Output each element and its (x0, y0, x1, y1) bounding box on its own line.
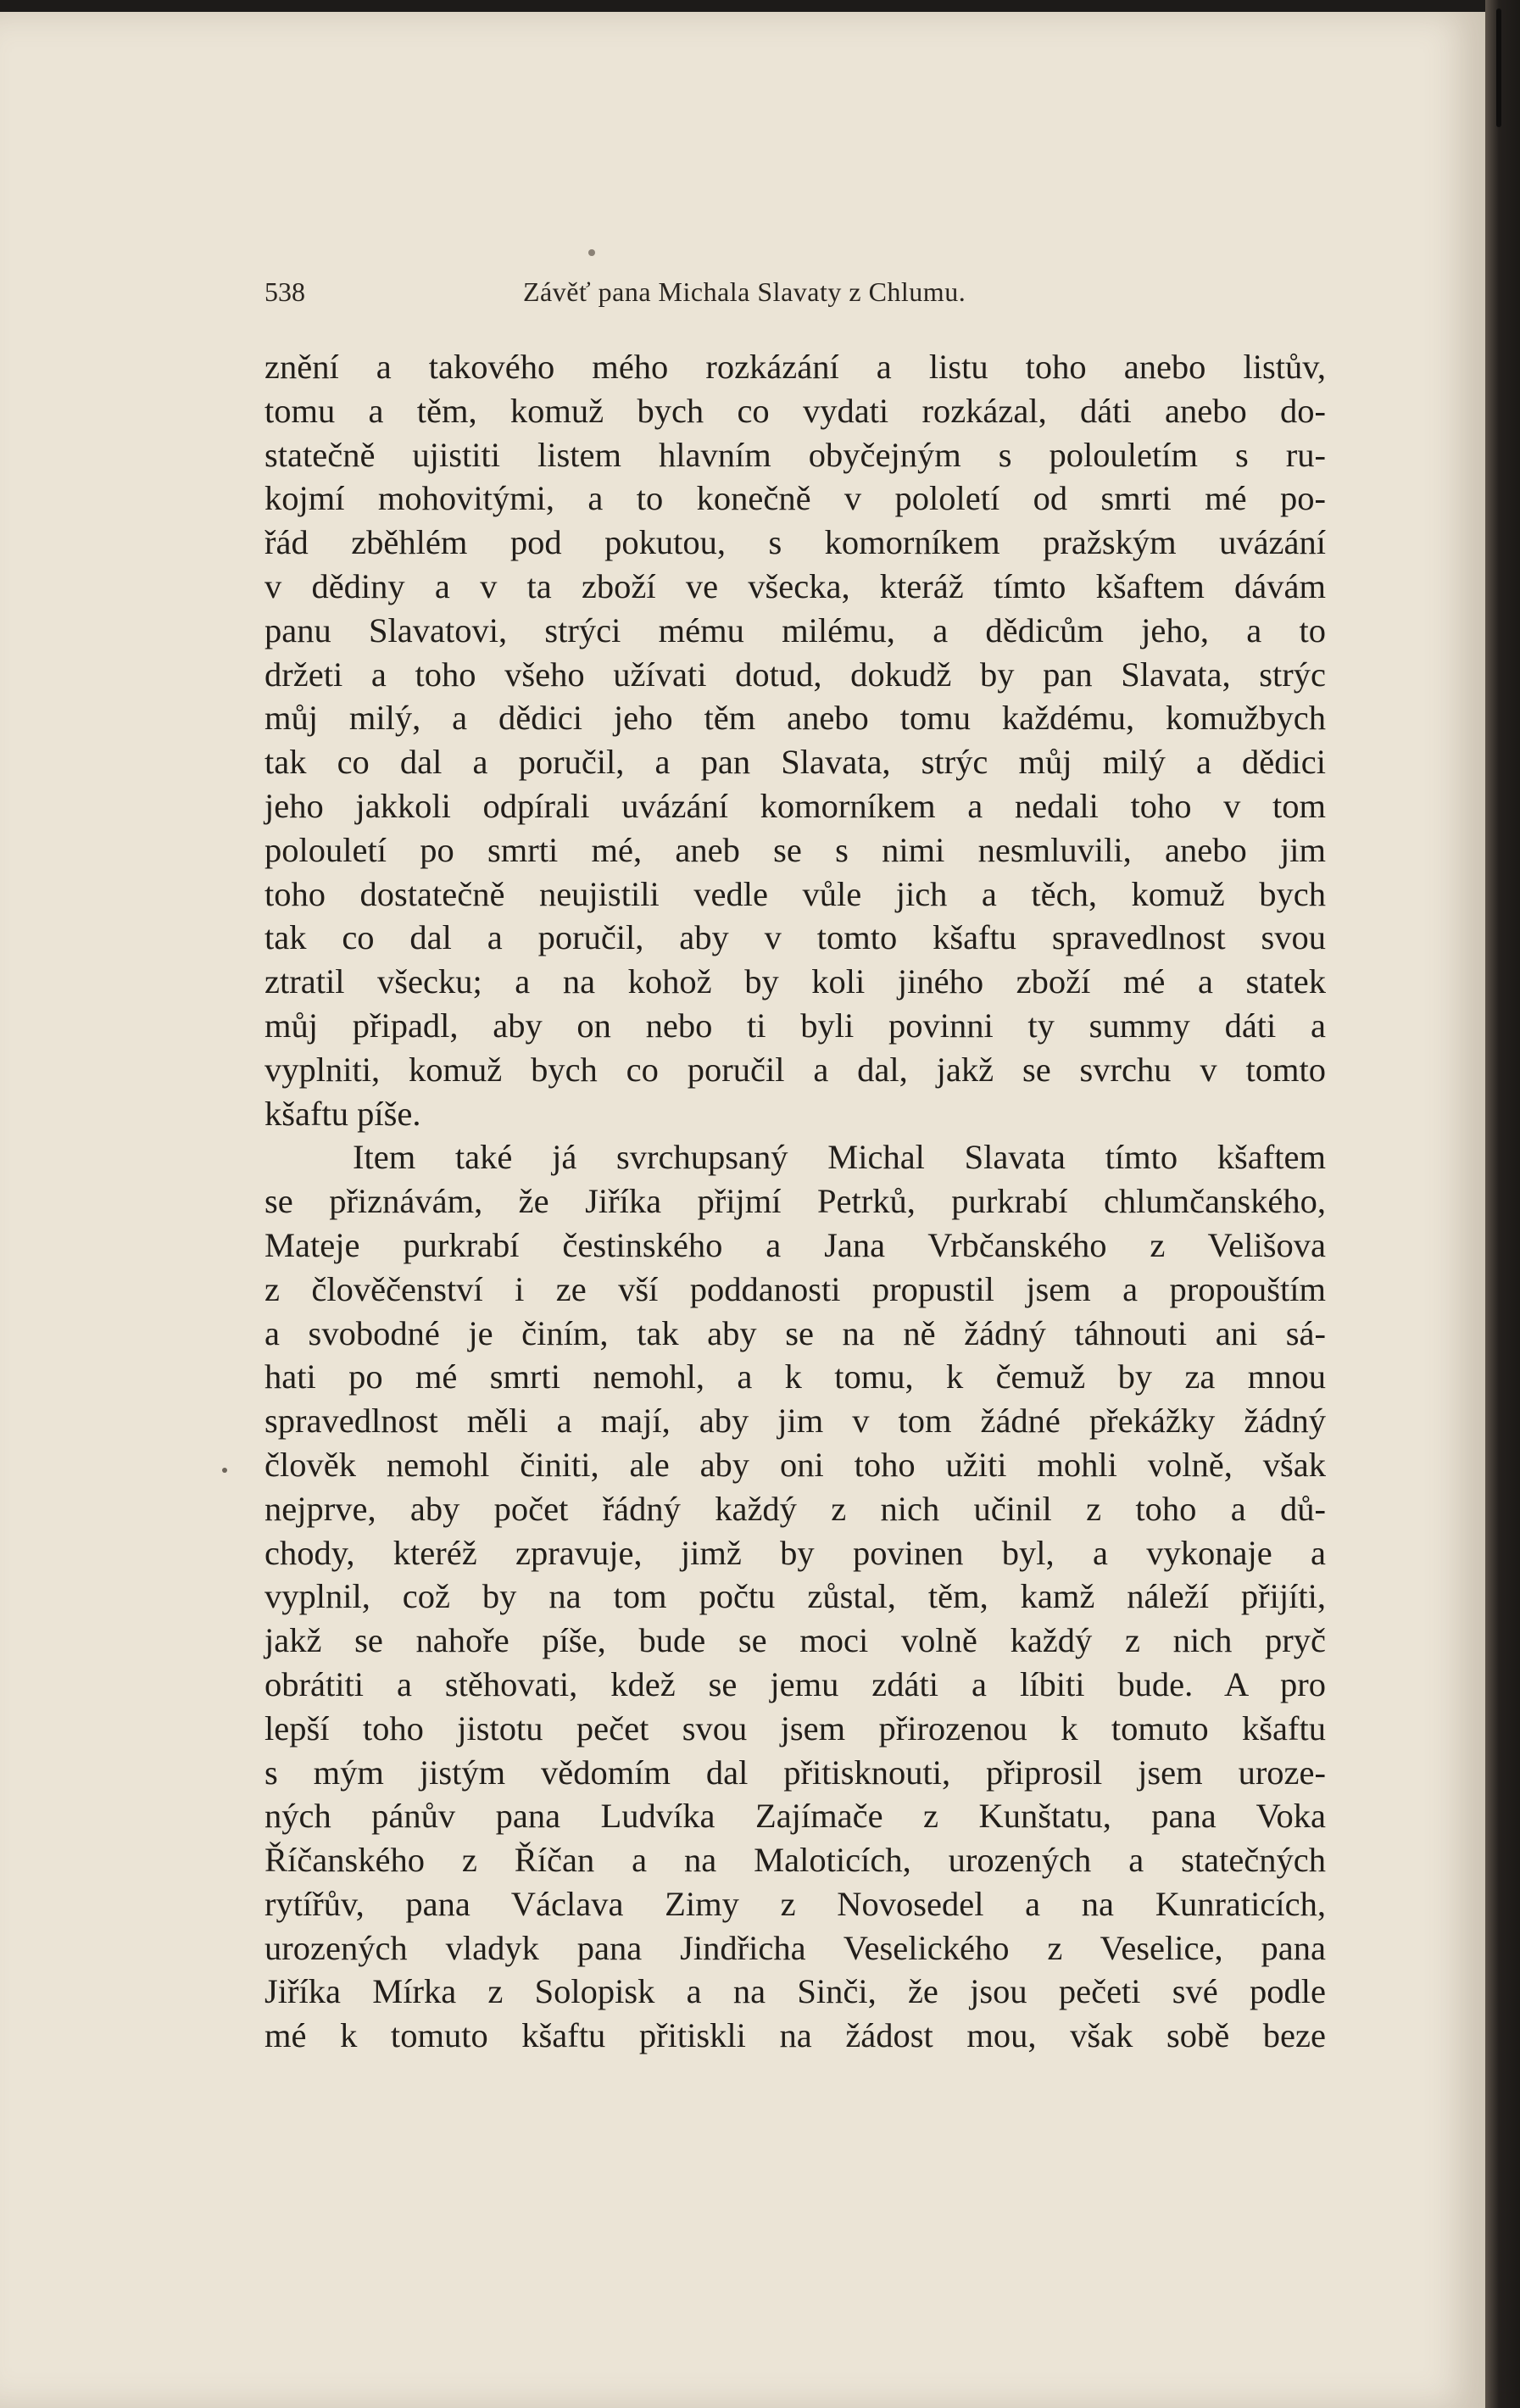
text-line: statečně ujistiti listem hlavním obyčejným s polouletím s ru- (264, 435, 1326, 474)
margin-speck (222, 1468, 227, 1473)
text-line: mé k tomuto kšaftu přitiskli na žádost mou, však sobě beze (264, 2016, 1326, 2055)
text-line: z člověčenství i ze vší poddanosti propustil jsem a propouštím (264, 1269, 1326, 1308)
running-header (264, 276, 1384, 314)
text-line: tak co dal a poručil, a pan Slavata, strýc můj milý a dědici (264, 743, 1326, 782)
text-line: hati po mé smrti nemohl, a k tomu, k čemuž by za mnou (264, 1357, 1326, 1396)
page-number: 538 (264, 276, 305, 307)
text-line: panu Slavatovi, strýci mému milému, a dědicům jeho, a to (264, 610, 1326, 649)
text-line: držeti a toho všeho užívati dotud, dokudž by pan Slavata, strýc (264, 655, 1326, 694)
text-line: tak co dal a poručil, aby v tomto kšaftu spravedlnost svou (264, 918, 1326, 957)
body-text (264, 345, 1326, 2058)
text-line: jeho jakkoli odpírali uvázání komorníkem a nedali toho v tom (264, 786, 1326, 825)
text-line: s mým jistým vědomím dal přitisknouti, připrosil jsem uroze- (264, 1753, 1326, 1792)
text-line: můj připadl, aby on nebo ti byli povinni ty summy dáti a (264, 1006, 1326, 1045)
text-line: Říčanského z Říčan a na Maloticích, urozených a statečných (264, 1841, 1326, 1880)
text-line: spravedlnost měli a mají, aby jim v tom žádné překážky žádný (264, 1402, 1326, 1441)
text-line: můj milý, a dědici jeho těm anebo tomu každému, komužbych (264, 699, 1326, 738)
ink-speck (588, 249, 595, 256)
text-line: vyplniti, komuž bych co poručil a dal, jakž se svrchu v tomto (264, 1050, 1326, 1089)
text-line: kojmí mohovitými, a to konečně v pololetí od smrti mé po- (264, 479, 1326, 518)
text-line: vyplnil, což by na tom počtu zůstal, těm, kamž náleží přijíti, (264, 1577, 1326, 1616)
text-line: znění a takového mého rozkázání a listu toho anebo listův, (264, 348, 1326, 386)
text-line: nejprve, aby počet řádný každý z nich učinil z toho a dů- (264, 1489, 1326, 1528)
running-title: Závěť pana Michala Slavaty z Chlumu. (523, 276, 966, 307)
text-line: Jiříka Mírka z Solopisk a na Sinči, že jsou pečeti své podle (264, 1972, 1326, 2011)
spine-mark (1496, 8, 1501, 127)
text-line: člověk nemohl činiti, ale aby oni toho užiti mohli volně, však (264, 1445, 1326, 1484)
text-line: se přiznávám, že Jiříka přijmí Petrků, purkrabí chlumčanského, (264, 1182, 1326, 1221)
text-line: polouletí po smrti mé, aneb se s nimi nesmluvili, anebo jim (264, 830, 1326, 869)
text-line: kšaftu píše. (264, 1094, 421, 1133)
text-line: Mateje purkrabí čestinského a Jana Vrbčanského z Velišova (264, 1225, 1326, 1264)
text-line: řád zběhlém pod pokutou, s komorníkem pražským uvázání (264, 523, 1326, 562)
text-line: toho dostatečně neujistili vedle vůle jich a těch, komuž bych (264, 874, 1326, 913)
text-line: chody, kteréž zpravuje, jimž by povinen byl, a vykonaje a (264, 1533, 1326, 1572)
text-line: tomu a těm, komuž bych co vydati rozkázal, dáti anebo do- (264, 391, 1326, 430)
text-line: jakž se nahoře píše, bude se moci volně každý z nich pryč (264, 1621, 1326, 1660)
book-gutter (1485, 0, 1520, 2408)
text-line: v dědiny a v ta zboží ve všecka, kteráž tímto kšaftem dávám (264, 566, 1326, 605)
text-line: lepší toho jistotu pečet svou jsem přirozenou k tomuto kšaftu (264, 1708, 1326, 1747)
text-line: a svobodné je činím, tak aby se na ně žádný táhnouti ani sá- (264, 1313, 1326, 1352)
text-line: urozených vladyk pana Jindřicha Veselického z Veselice, pana (264, 1928, 1326, 1967)
text-line: rytířův, pana Václava Zimy z Novosedel a na Kunraticích, (264, 1884, 1326, 1923)
paragraph-start-line: Item také já svrchupsaný Michal Slavata tímto kšaftem (353, 1138, 1326, 1177)
text-line: ztratil všecku; a na kohož by koli jiného zboží mé a statek (264, 962, 1326, 1001)
text-line: ných pánův pana Ludvíka Zajímače z Kunštatu, pana Voka (264, 1797, 1326, 1836)
text-line: obrátiti a stěhovati, kdež se jemu zdáti a líbiti bude. A pro (264, 1664, 1326, 1703)
